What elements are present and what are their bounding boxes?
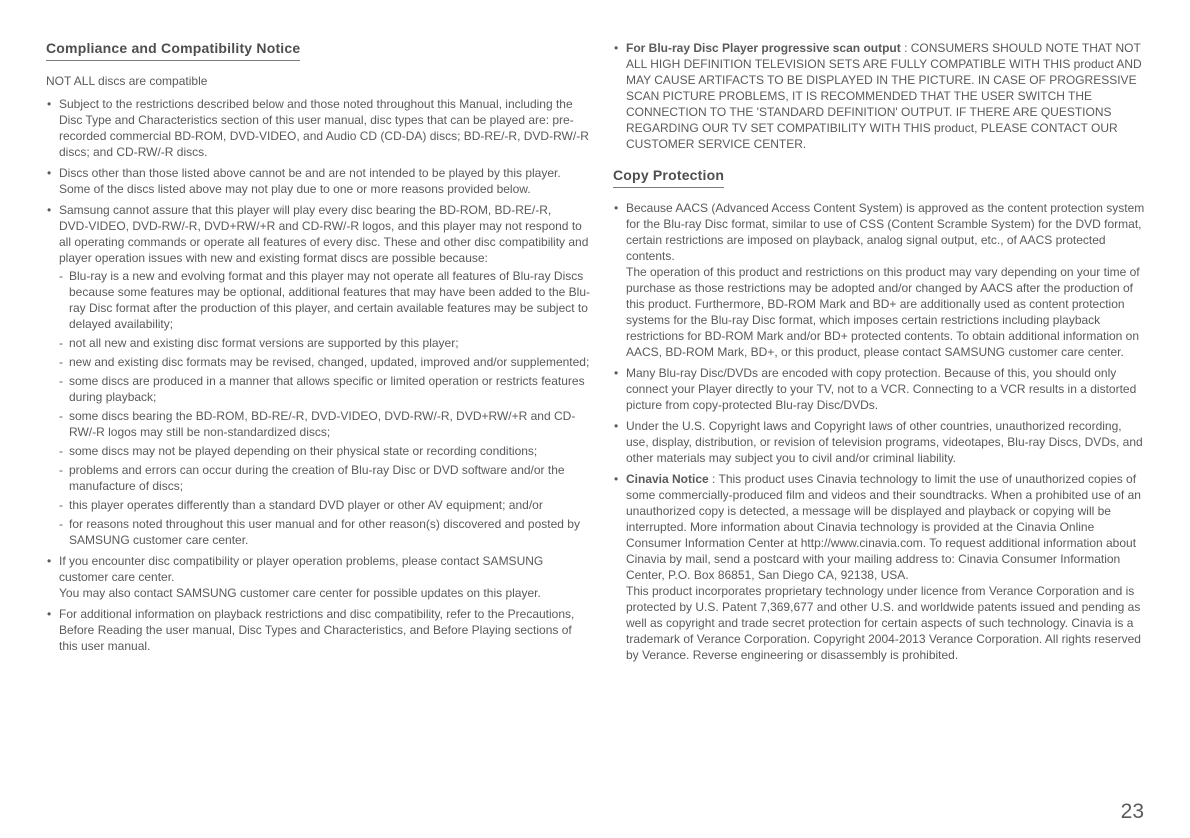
- bullet-item: [46, 165, 593, 197]
- bullet-text: Subject to the restrictions described below and those noted throughout this Manual, including the Disc Type and Characteristics section of this user manual, disc types that can be played are: pre-recorded commercial BD-ROM, DVD-VIDEO, and Audio CD (CD-DA) discs; BD-RE/-R, DVD-RW/-R discs; and CD-RW/-R discs.: [59, 97, 589, 159]
- dash-text: some discs may not be played depending on their physical state or recording conditions;: [69, 444, 538, 458]
- section-heading-copy-protection: Copy Protection: [613, 167, 724, 188]
- bullet-item: [46, 553, 593, 601]
- section-heading-compliance: Compliance and Compatibility Notice: [46, 40, 300, 61]
- bullet-item: [46, 606, 593, 654]
- dash-sublist: [59, 268, 593, 548]
- dash-text: Blu-ray is a new and evolving format and this player may not operate all features of Blu-ray Discs because some features may be optional, additional features that may have been added to the Blu-ray Disc format after the production of this player, and certain available features may be subject to delayed availability;: [69, 269, 591, 331]
- dash-text: this player operates differently than a standard DVD player or other AV equipment; and/or: [69, 498, 543, 512]
- bullet-text: Many Blu-ray Disc/DVDs are encoded with copy protection. Because of this, you should only connect your Player directly to your TV, not to a VCR. Connecting to a VCR results in a distorted picture from copy-protected Blu-ray Disc/DVDs.: [626, 366, 1137, 412]
- dash-item: [59, 443, 593, 459]
- bullet-text: • Samsung cannot assure that this player will play every disc bearing the BD-ROM, BD-RE/-R,: [59, 203, 552, 217]
- dash-item: [59, 354, 593, 370]
- intro-text: NOT ALL discs are compatible: [46, 74, 208, 88]
- bullet-text: You may also contact SAMSUNG customer care center for possible updates on this player.: [59, 586, 541, 600]
- bullet-text: • If you encounter disc compatibility or player operation problems, please contact SAMSUNG customer care center.: [59, 554, 544, 584]
- dash-text: not all new and existing disc format versions are supported by this player;: [69, 336, 459, 350]
- bullet-item: [613, 418, 1146, 466]
- progressive-scan-bullet-list: [613, 40, 1146, 152]
- bullet-text: • Because AACS (Advanced Access Content System) is approved as the content protection system for the Blu-ray Disc format, similar to use of CSS (Content Scramble System) for the DVD format, certain restrictions are imposed on playback, analog signal output, etc., of AACS protected contents.: [626, 201, 1145, 263]
- dash-text: some discs are produced in a manner that allows specific or limited operation or restricts features during playback;: [69, 374, 585, 404]
- bullet-text: This product incorporates proprietary technology under licence from Verance Corporation and is protected by U.S. Patent 7,369,677 and other U.S. and worldwide patents issued and pending as well as copyright and trade secret protection for certain aspects of such technology. Cinavia is a trademark of Verance Corporation. Copyright 2004-2013 Verance Corporation. All rights reserved by Verance. Reverse engineering or disassembly is prohibited.: [626, 584, 1141, 662]
- right-column: [613, 40, 1146, 668]
- bullet-item: [613, 471, 1146, 663]
- two-column-layout: [46, 40, 1146, 668]
- dash-item: [59, 497, 593, 513]
- bullet-item: [613, 365, 1146, 413]
- copy-protection-bullet-list: [613, 200, 1146, 663]
- bullet-text: For additional information on playback restrictions and disc compatibility, refer to the Precautions, Before Reading the user manual, Disc Types and Characteristics, and Before Playing sections of this user manual.: [59, 607, 575, 653]
- left-column: [46, 40, 593, 668]
- dash-item: [59, 516, 593, 548]
- dash-item: [59, 462, 593, 494]
- bullet-text: : CONSUMERS SHOULD NOTE THAT NOT ALL HIGH DEFINITION TELEVISION SETS ARE FULLY COMPATIBLE WITH THIS product AND MAY CAUSE ARTIFACTS TO BE DISPLAYED IN THE PICTURE. IN CASE OF PROGRESSIVE SCAN PICTURE PROBLEMS, IT IS RECOMMENDED THAT THE USER SWITCH THE CONNECTION TO THE 'STANDARD DEFINITION' OUTPUT. IF THERE ARE QUESTIONS REGARDING OUR TV SET COMPATIBILITY WITH THIS product, PLEASE CONTACT OUR CUSTOMER SERVICE CENTER.: [626, 41, 1142, 151]
- dash-item: [59, 335, 593, 351]
- page-number: 23: [1120, 800, 1144, 823]
- bullet-text: : This product uses Cinavia technology to limit the use of unauthorized copies of some commercially-produced film and videos and their soundtracks. When a prohibited use of an unauthorized copy is detected, a message will be displayed and playback or copying will be interrupted. More information about Cinavia technology is provided at the Cinavia Online Consumer Information Center at http://www.cinavia.com. To request additional information about Cinavia by mail, send a postcard with your mailing address to: Cinavia Consumer Information Center, P.O. Box 86851, San Diego CA, 92138, USA.: [626, 472, 1141, 582]
- dash-item: [59, 268, 593, 332]
- bold-lead: Cinavia Notice: [626, 472, 709, 486]
- bold-lead: For Blu-ray Disc Player progressive scan output: [626, 41, 901, 55]
- dash-text: problems and errors can occur during the creation of Blu-ray Disc or DVD software and/or the manufacture of discs;: [69, 463, 565, 493]
- bullet-text: The operation of this product and restrictions on this product may vary depending on your time of purchase as those restrictions may be adopted and/or changed by AACS after the production of this product. Furthermore, BD-ROM Mark and BD+ are additionally used as content protection systems for the Blu-ray Disc format, which imposes certain restrictions including playback restrictions for BD-ROM Mark and/or BD+ protected contents. To obtain additional information on AACS, BD-ROM Mark, BD+, or this product, please contact SAMSUNG customer care center.: [626, 265, 1140, 359]
- bullet-item: [46, 96, 593, 160]
- bullet-item: [46, 202, 593, 548]
- bullet-item: [613, 40, 1146, 152]
- dash-item: [59, 373, 593, 405]
- dash-text: for reasons noted throughout this user manual and for other reason(s) discovered and posted by SAMSUNG customer care center.: [69, 517, 580, 547]
- compliance-bullet-list: [46, 96, 593, 654]
- dash-text: some discs bearing the BD-ROM, BD-RE/-R, DVD-VIDEO, DVD-RW/-R, DVD+RW/+R and CD-RW/-R logos may still be non-standardized discs;: [69, 409, 576, 439]
- bullet-text: Discs other than those listed above cannot be and are not intended to be played by this player. Some of the discs listed above may not play due to one or more reasons provided below.: [59, 166, 561, 196]
- dash-item: [59, 408, 593, 440]
- dash-text: new and existing disc formats may be revised, changed, updated, improved and/or supplemented;: [69, 355, 590, 369]
- bullet-text: DVD-VIDEO, DVD-RW/-R, DVD+RW/+R and CD-RW/-R logos, and this player may not respond to all operating commands or operate all features of every disc. These and other disc compatibility and player operation issues with new and existing format discs are possible because:: [59, 219, 589, 265]
- bullet-item: [613, 200, 1146, 360]
- bullet-text: Under the U.S. Copyright laws and Copyright laws of other countries, unauthorized recording, use, display, distribution, or revision of television programs, videotapes, Blu-ray Discs, DVDs, and other materials may subject you to civil and/or criminal liability.: [626, 419, 1143, 465]
